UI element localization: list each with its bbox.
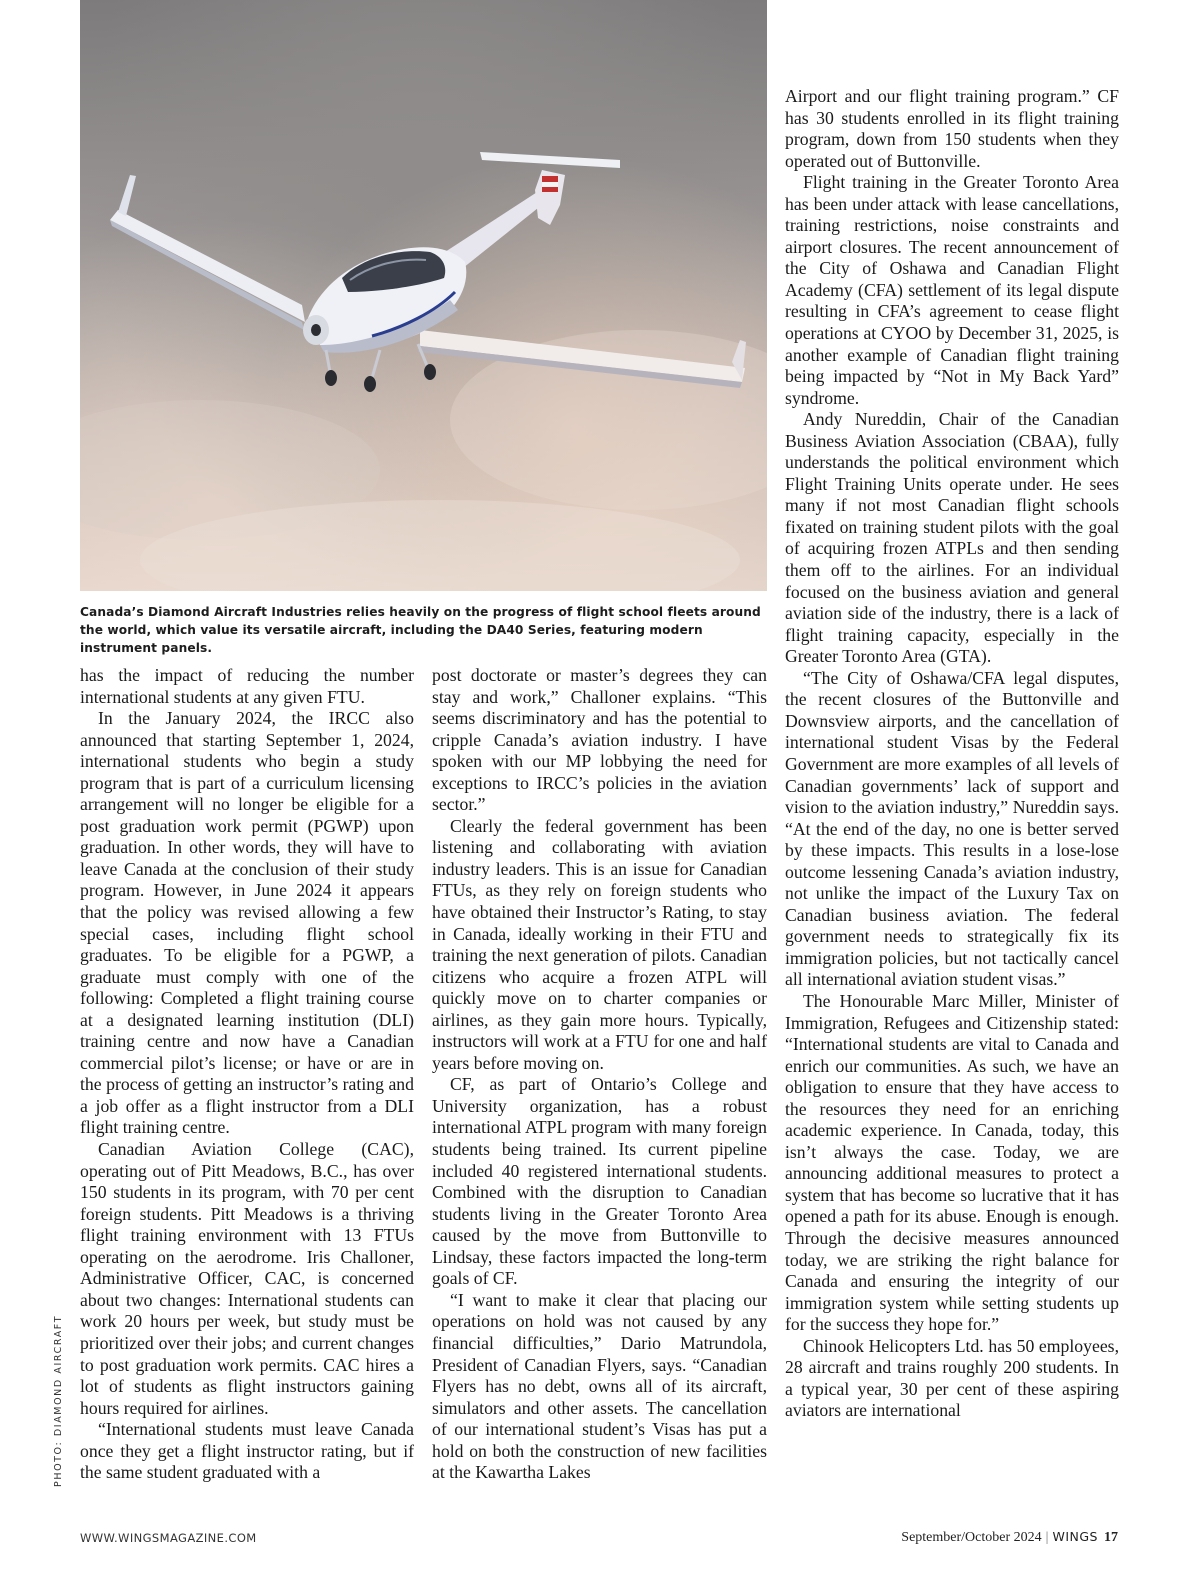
paragraph: The Honourable Marc Miller, Minister of Immigration, Refugees and Citizenship stated: “International students are vital to Canada and enrich our communities. As such, we have an obligation to ensure that they have access to the resources they need for an enriching academic experience. In Canada, today, this isn’t always the case. Today, we are announcing additional measures to protect a system that has become so lucrative that it has opened a path for its abuse. Enough is enough. Through the decisive measures announced today, we are striking the right balance for Canada and ensuring the integrity of our immigration system while setting students up for the success they hope for.” — [785, 990, 1119, 1335]
paragraph: Andy Nureddin, Chair of the Canadian Business Aviation Association (CBAA), fully understands the political environment which Flight Training Units operate under. He sees many if not most Canadian flight schools fixated on training student pilots with the goal of acquiring frozen ATPLs and then sending them off to the airlines. For an individual focused on the business aviation and general aviation side of the industry, there is a lack of flight training capacity, especially in the Greater Toronto Area (GTA). — [785, 409, 1119, 667]
paragraph: post doctorate or master’s degrees they can stay and work,” Challoner explains. “This seems discriminatory and has the potential to cripple Canada’s aviation industry. I have spoken with our MP lobbying the need for exceptions to IRCC’s policies in the aviation sector.” — [432, 665, 767, 815]
paragraph: “I want to make it clear that placing our operations on hold was not caused by any financial difficulties,” Dario Matrundola, President of Canadian Flyers, says. “Canadian Flyers has no debt, owns all of its aircraft, simulators and other assets. The cancellation of our international student’s Visas has put a hold on both the construction of new facilities at the Kawartha Lakes — [432, 1289, 767, 1483]
paragraph: Chinook Helicopters Ltd. has 50 employees, 28 aircraft and trains roughly 200 students. In a typical year, 30 per cent of these aspiring aviators are international — [785, 1335, 1119, 1421]
article-column-2 — [432, 665, 767, 1484]
article-column-3 — [785, 86, 1119, 1422]
footer-issue-info — [901, 1529, 1118, 1546]
photo-credit: PHOTO: DIAMOND AIRCRAFT — [53, 1314, 64, 1487]
issue-date: September/October 2024 — [901, 1530, 1042, 1545]
paragraph: Clearly the federal government has been listening and collaborating with aviation industry leaders. This is an issue for Canadian FTUs, as they rely on foreign students who have obtained their Instructor’s Rating, to stay in Canada, ideally working in their FTU and training the next generation of pilots. Canadian citizens who acquire a frozen ATPL will quickly move on to charter companies or airlines, as they gain more hours. Typically, instructors will work at a FTU for one and half years before moving on. — [432, 815, 767, 1073]
paragraph: Flight training in the Greater Toronto Area has been under attack with lease cancellations, training restrictions, noise constraints and airport closures. The recent announcement of the City of Oshawa and Canadian Flight Academy (CFA) settlement of its legal dispute resulting in CFA’s agreement to cease flight operations at CYOO by December 31, 2025, is another example of Canadian flight training being impacted by “Not in My Back Yard” syndrome. — [785, 172, 1119, 408]
paragraph: Canadian Aviation College (CAC), operating out of Pitt Meadows, B.C., has over 150 students in its program, with 70 per cent foreign students. Pitt Meadows is a thriving flight training environment with 13 FTUs operating on the aerodrome. Iris Challoner, Administrative Officer, CAC, is concerned about two changes: International students can work 20 hours per week, but study must be prioritized over their jobs; and current changes to post graduation work permits. CAC hires a lot of students as flight instructors gaining hours required for airlines. — [80, 1139, 414, 1418]
paragraph: “The City of Oshawa/CFA legal disputes, the recent closures of the Buttonville and Downsview airports, and the cancellation of international student Visas by the Federal Government are more examples of all levels of Canadian governments’ lack of support and vision to the aviation industry,” Nureddin says. “At the end of the day, no one is better served by these impacts. This results in a lose-lose outcome lessening Canada’s aviation industry, not unlike the impact of the Luxury Tax on Canadian business aviation. The federal government needs to strategically fix its immigration policies, but not tactically cancel all international aviation student visas.” — [785, 667, 1119, 990]
aircraft-illustration — [80, 0, 767, 591]
article-column-1 — [80, 665, 414, 1484]
paragraph: Airport and our flight training program.” CF has 30 students enrolled in its flight training program, down from 150 students when they operated out of Buttonville. — [785, 86, 1119, 171]
page-number: 17 — [1104, 1530, 1118, 1545]
paragraph: “International students must leave Canada once they get a flight instructor rating, but if the same student graduated with a — [80, 1419, 414, 1483]
paragraph: CF, as part of Ontario’s College and University organization, has a robust international ATPL program with many foreign students being trained. Its current pipeline included 40 registered international students. Combined with the disruption to Canadian students living in the Greater Toronto Area caused by the move from Buttonville to Lindsay, these factors impacted the long-term goals of CF. — [432, 1074, 767, 1289]
footer-separator: | — [1045, 1530, 1049, 1545]
aircraft-photo — [80, 0, 767, 591]
paragraph: has the impact of reducing the number international students at any given FTU. — [80, 665, 414, 707]
photo-caption: Canada’s Diamond Aircraft Industries relies heavily on the progress of flight school fleets around the world, which value its versatile aircraft, including the DA40 Series, featuring modern instrument panels. — [80, 605, 761, 655]
footer-website: WWW.WINGSMAGAZINE.COM — [80, 1531, 257, 1545]
paragraph: In the January 2024, the IRCC also announced that starting September 1, 2024, international students who begin a study program that is part of a curriculum licensing arrangement will no longer be eligible for a post graduation work permit (PGWP) upon graduation. In other words, they will have to leave Canada at the conclusion of their study program. However, in June 2024 it appears that the policy was revised allowing a few special cases, including flight school graduates. To be eligible for a PGWP, a graduate must comply with one of the following: Completed a flight training course at a designated learning institution (DLI) training centre and now have a Canadian commercial pilot’s license; or have or are in the process of getting an instructor’s rating and a job offer as a flight instructor from a DLI flight training centre. — [80, 708, 414, 1138]
magazine-name: WINGS — [1052, 1529, 1098, 1544]
